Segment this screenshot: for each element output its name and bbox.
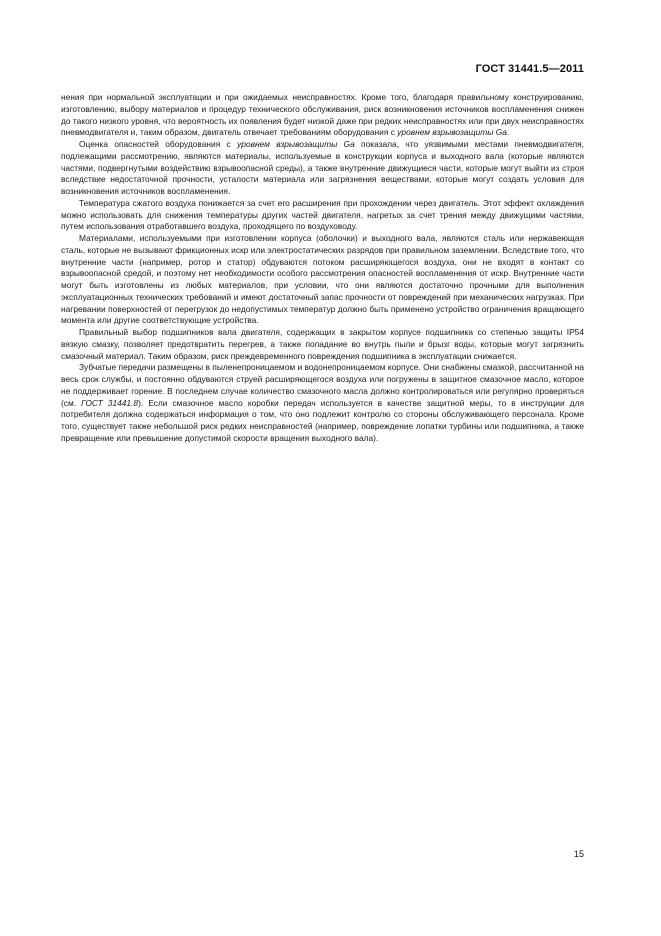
page-header-standard: ГОСТ 31441.5—2011 xyxy=(475,63,584,75)
text-segment-italic: ГОСТ 31441.8 xyxy=(81,397,139,408)
text-segment: Зубчатые передачи размещены в пыленепроницаемом и водонепроницаемом корпусе. Они снабжены смазкой, рассчитанной на весь срок службы, и постоянно обдуваются струей расширяющегося воздуха или погружены в защитное смазочное масло, которое не поддерживает горение. В последнем случае количество смазочного масла должно контролироваться или регулярно проверяться (см. xyxy=(61,362,584,408)
text-segment: Температура сжатого воздуха понижается за счет его расширения при прохождении через двигатель. Этот эффект охлаждения можно использовать для снижения температуры других частей двигателя, нагретых за счет трения между движущими частями, путем использования отработавшего воздуха, проходящего по воздуховоду. xyxy=(61,197,584,232)
paragraph-materials xyxy=(61,233,584,327)
document-body xyxy=(61,92,584,445)
text-segment: Оценка опасностей оборудования с xyxy=(79,139,238,149)
text-segment: нения при нормальной эксплуатации и при ожидаемых неисправностях. Кроме того, благодаря правильному конструированию, изготовлению, выбору материалов и процедур технического обслуживания, риск возникновения источников воспламенения снижен до такого низкого уровня, что вероятность их появления будет низкой даже при редких неисправностях или при двух неисправностях пневмодвигателя и, таким образом, двигатель отвечает требованиям оборудования с xyxy=(61,92,584,138)
paragraph-hazard-assessment xyxy=(61,139,584,198)
paragraph-continuation xyxy=(61,92,584,139)
text-segment-italic: уровнем взрывозащиты Ga xyxy=(397,127,507,138)
text-segment: ). Если смазочное масло коробки передач используется в качестве защитной меры, то в инструкции для потребителя должна содержаться информация о том, что оно подлежит контролю со стороны обслуживающего персонала. Кроме того, существует также небольшой риск редких неисправностей (например, повреждение лопатки турбины или подшипника, а также превращение или превышение допустимой скорости вращения выходного вала). xyxy=(61,397,584,443)
text-segment: Материалами, используемыми при изготовлении корпуса (оболочки) и выходного вала, являются сталь или нержавеющая сталь, которые не вызывают фрикционных искр или электростатических разрядов при правильном заземлении. Вследствие того, что внутренние части (например, ротор и статор) обдуваются потоком расширяющегося воздуха, они не входят в контакт со взрывоопасной средой, и поэтому нет необходимости особого рассмотрения опасностей воспламенения от искр. Внутренние части могут быть изготовлены из любых материалов, при условии, что они являются достаточно прочными для выполнения эксплуатационных технических требований и имеют достаточный запас прочности от повреждений при механических нагрузках. При нагревании поверхностей от перегрузок до недопустимых температур должно быть применено устройство ограничения вращающего момента или другие соответствующие устройства. xyxy=(61,233,584,326)
text-segment: показала, что уязвимыми местами пневмодвигателя, подлежащими рассмотрению, являются материалы, используемые в конструкции корпуса и выходного вала (которые являются частями, подвергнутыми воздействию взрывоопасной среды), а также внутренние движущиеся части, которые могут выйти из строя вследствие недостаточной прочности, усталости материала или загрязнения веществами, которые могут создать условия для возникновения источников воспламенения. xyxy=(61,139,584,196)
text-segment: . xyxy=(506,127,510,138)
text-segment: Правильный выбор подшипников вала двигателя, содержащих в закрытом корпусе подшипника со степенью защиты IP54 вязкую смазку, позволяет предотвратить перегрев, а также попадание во внутрь пыли и брызг воды, которые могут загрязнить смазочный материал. Таким образом, риск преждевременного повреждения подшипника в эксплуатации снижается. xyxy=(61,327,584,361)
page-number: 15 xyxy=(573,849,584,859)
paragraph-bearings xyxy=(61,327,584,362)
paragraph-air-temperature xyxy=(61,198,584,233)
paragraph-gears xyxy=(61,362,584,444)
text-segment-italic: уровнем взрывозащиты Ga xyxy=(237,139,355,149)
